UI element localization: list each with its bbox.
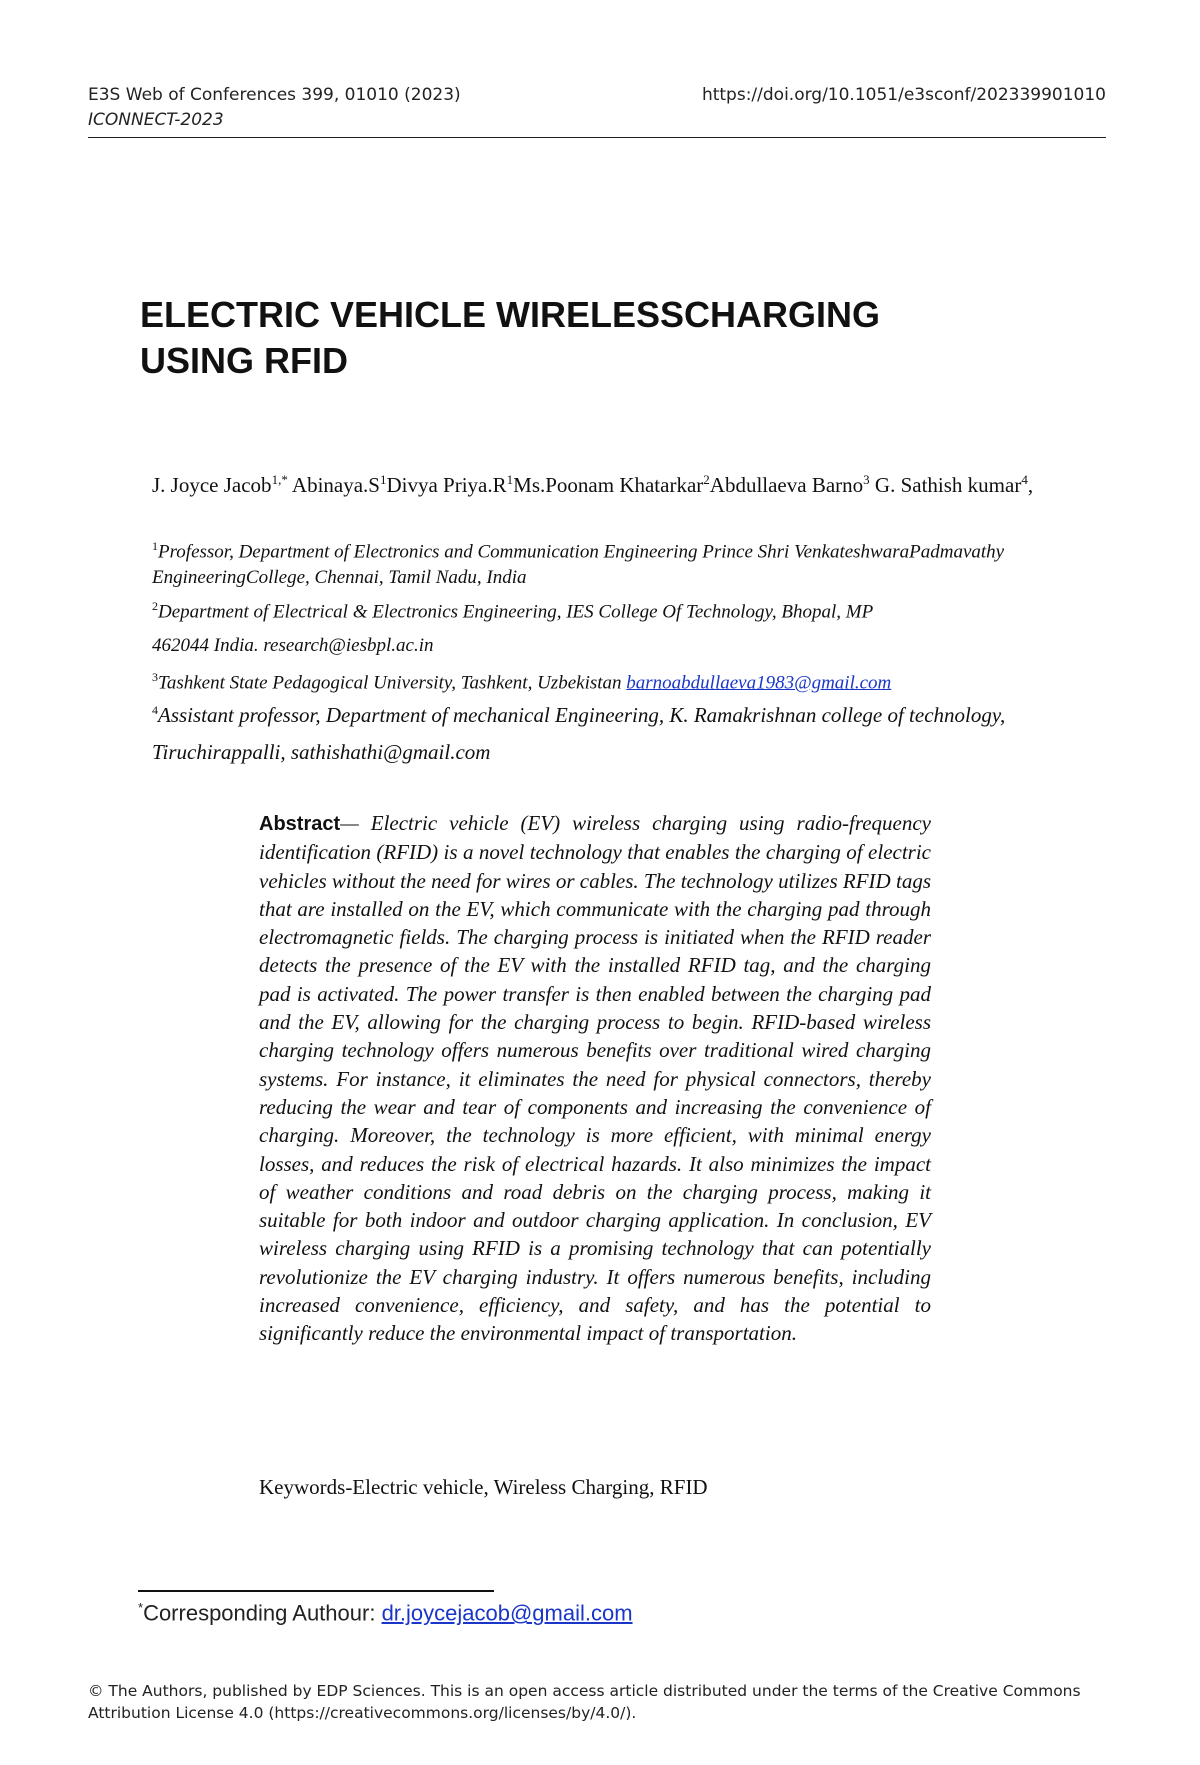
author-affil-mark: 1 — [506, 472, 514, 487]
paper-title — [140, 292, 1040, 384]
author-name: Abinaya.S — [287, 473, 380, 497]
affiliation-email-link[interactable]: barnoabdullaeva1983@gmail.com — [626, 672, 892, 694]
title-line-1: ELECTRIC VEHICLE WIRELESSCHARGING — [140, 294, 881, 335]
author-affil-mark: 4 — [1021, 472, 1028, 487]
affiliation-text: 462044 India. research@iesbpl.ac.in — [152, 635, 434, 657]
affiliation-text: Assistant professor, Department of mechanical Engineering, K. Ramakrishnan college of technology, Tiruchirappalli, sathishathi@gmail.com — [152, 703, 1006, 764]
license-notice: © The Authors, published by EDP Sciences. This is an open access article distributed under the terms of the Creative Commons Attribution License 4.0 (https://creativecommons.org/licenses/by/4.0/). — [88, 1682, 1081, 1722]
affiliation-mark: 3 — [152, 670, 158, 684]
footnote-rule — [138, 1590, 494, 1592]
author-name: G. Sathish kumar — [869, 473, 1022, 497]
affiliation-mark: 4 — [152, 703, 158, 717]
author-name: J. Joyce Jacob — [152, 473, 272, 497]
author-list-end: , — [1027, 473, 1034, 497]
author-affil-mark: 1 — [379, 472, 387, 487]
affiliation-2 — [152, 593, 1052, 659]
abstract-label: Abstract — [259, 813, 341, 835]
title-line-2: USING RFID — [140, 340, 349, 381]
corresponding-email-link[interactable]: dr.joycejacob@gmail.com — [381, 1600, 633, 1626]
author-affil-mark: 2 — [703, 472, 710, 487]
journal-citation: E3S Web of Conferences 399, 01010 (2023) — [88, 85, 461, 105]
affiliation-text: Tashkent State Pedagogical University, Tashkent, Uzbekistan — [158, 672, 627, 694]
affiliation-4 — [152, 692, 1052, 771]
doi-link[interactable]: https://doi.org/10.1051/e3sconf/202339901010 — [701, 85, 1106, 105]
author-affil-mark: 1,* — [271, 472, 288, 487]
affiliation-mark: 2 — [152, 599, 158, 613]
affiliation-1 — [152, 533, 1052, 591]
author-name: Ms.Poonam Khatarkar — [513, 473, 704, 497]
author-list — [152, 465, 1052, 500]
affiliation-text: Professor, Department of Electronics and Communication Engineering Prince Shri VenkateshwaraPadmavathy EngineeringCollege, Chennai, Tamil Nadu, India — [152, 541, 1005, 589]
corresponding-author-footnote — [138, 1600, 938, 1626]
keywords: Keywords-Electric vehicle, Wireless Charging, RFID — [259, 1475, 708, 1499]
author-name: Abdullaeva Barno — [709, 473, 864, 497]
affiliation-mark: 1 — [152, 539, 158, 553]
footnote-mark: * — [138, 1600, 144, 1615]
affiliation-text: Department of Electrical & Electronics Engineering, IES College Of Technology, Bhopal, MP — [158, 601, 874, 623]
abstract-text: — Electric vehicle (EV) wireless charging using radio-frequency identification (RFID) is a novel technology that enables the charging of electric vehicles without the need for wires or cables. The technology utilizes RFID tags that are installed on the EV, which communicate with the charging pad through electromagnetic fields. The charging process is initiated when the RFID reader detects the presence of the EV with the installed RFID tag, and the charging pad is activated. The power transfer is then enabled between the charging pad and the EV, allowing for the charging process to begin. RFID-based wireless charging technology offers numerous benefits over traditional wired charging systems. For instance, it eliminates the need for physical connectors, thereby reducing the wear and tear of components and increasing the convenience of charging. Moreover, the technology is more efficient, with minimal energy losses, and reduces the risk of electrical hazards. It also minimizes the impact of weather conditions and road debris on the charging process, making it suitable for both indoor and outdoor charging application. In conclusion, EV wireless charging using RFID is a promising technology that can potentially revolutionize the EV charging industry. It offers numerous benefits, including increased convenience, efficiency, and safety, and has the potential to significantly reduce the environmental impact of transportation. — [259, 811, 931, 1346]
header-rule — [88, 137, 1106, 138]
author-affil-mark: 3 — [863, 472, 870, 487]
abstract-block — [259, 809, 931, 1348]
conference-name: ICONNECT-2023 — [88, 110, 224, 130]
footnote-label: Corresponding Authour: — [143, 1600, 382, 1626]
author-name: Divya Priya.R — [386, 473, 507, 497]
